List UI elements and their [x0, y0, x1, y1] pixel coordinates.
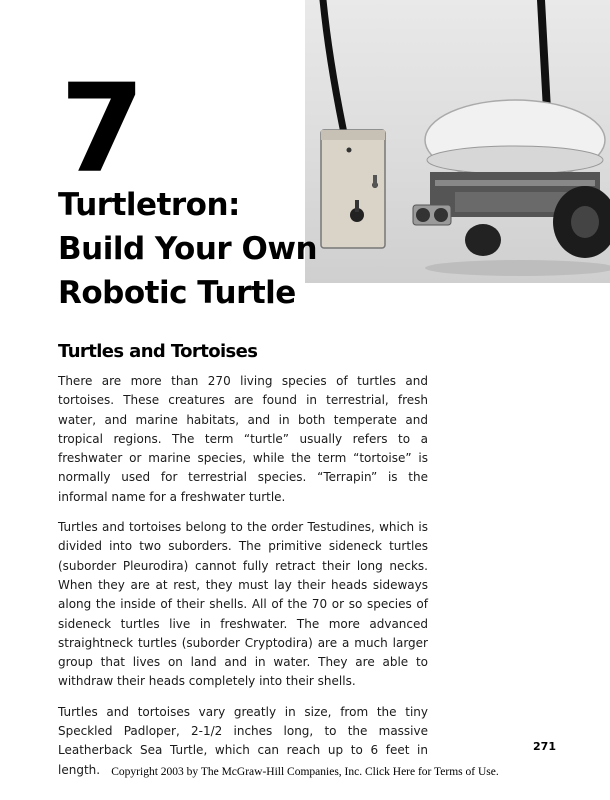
chapter-title-line: Robotic Turtle	[58, 275, 296, 311]
chapter-title-line: Turtletron:	[58, 187, 240, 223]
chapter-title-line: Build Your Own	[58, 231, 318, 267]
body-text	[58, 372, 428, 791]
section-heading: Turtles and Tortoises	[58, 341, 258, 362]
paragraph: Turtles and tortoises belong to the order Testudines, which is divided into two suborders. The primitive sideneck turtles (suborder Pleurodira) cannot fully retract their long necks. When they are at rest, they must lay their heads sideways along the inside of their shells. All of the 70 or so species of sideneck turtles live in freshwater. The more advanced straightneck turtles (suborder Cryptodira) are a much larger group that lives on land and in water. They are able to withdraw their heads completely into their shells.	[58, 520, 428, 689]
page-number: 271	[533, 740, 556, 753]
paragraph: Turtles and tortoises vary greatly in size, from the tiny Speckled Padloper, 2-1/2 inches long, to the massive Leatherback Sea Turtle, which can reach up to 6 feet in length.	[58, 704, 428, 777]
copyright-notice[interactable]: Copyright 2003 by The McGraw-Hill Companies, Inc. Click Here for Terms of Use.	[111, 766, 499, 778]
chapter-title	[58, 183, 358, 315]
paragraph: There are more than 270 living species of turtles and tortoises. These creatures are found in terrestrial, fresh water, and marine habitats, and in both temperate and tropical regions. The term “turtle” usually refers to a freshwater or marine species, while the term “tortoise” is normally used for terrestrial species. “Terrapin” is the informal name for a freshwater turtle.	[58, 374, 428, 504]
chapter-number: 7	[60, 58, 141, 200]
